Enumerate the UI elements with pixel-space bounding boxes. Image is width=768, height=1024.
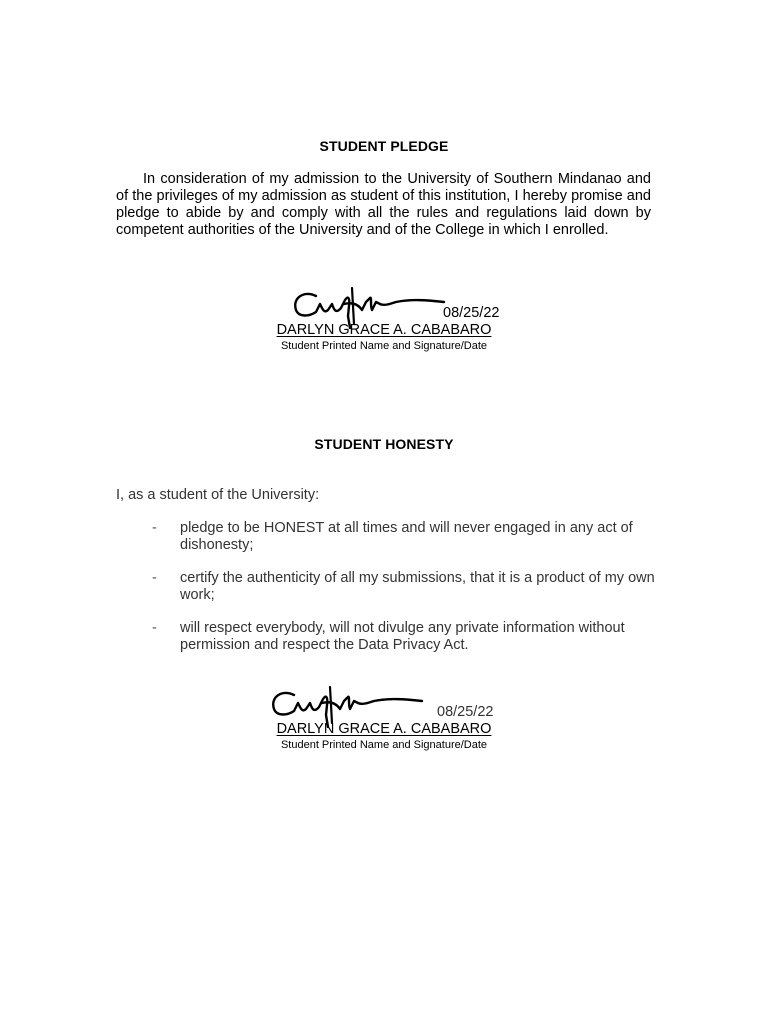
student-printed-name: DARLYN GRACE A. CABABARO (276, 721, 492, 737)
student-printed-name: DARLYN GRACE A. CABABARO (276, 322, 492, 338)
list-bullet: - (152, 520, 157, 536)
honesty-list (152, 520, 662, 670)
list-item (152, 620, 662, 654)
list-bullet: - (152, 570, 157, 586)
list-bullet: - (152, 620, 157, 636)
list-item (152, 570, 662, 604)
pledge-title: STUDENT PLEDGE (319, 138, 449, 154)
pledge-signature-block (0, 284, 768, 364)
list-item-text: will respect everybody, will not divulge any private information without permission and respect the Data Privacy Act. (180, 620, 625, 653)
honesty-signature-block (0, 683, 768, 763)
list-item-text: certify the authenticity of all my submissions, that it is a product of my own work; (180, 570, 655, 603)
signature-caption: Student Printed Name and Signature/Date (280, 340, 488, 352)
honesty-intro: I, as a student of the University: (116, 487, 320, 503)
signature-date: 08/25/22 (443, 305, 500, 321)
honesty-title: STUDENT HONESTY (314, 436, 454, 452)
list-item (152, 520, 662, 554)
list-item-text: pledge to be HONEST at all times and will never engaged in any act of dishonesty; (180, 520, 633, 553)
signature-date: 08/25/22 (437, 704, 494, 720)
pledge-body: In consideration of my admission to the University of Southern Mindanao and of the privileges of my admission as student of this institution, I hereby promise and pledge to abide by and comply with all the rules and regulations laid down by competent authorities of the University and of the College in which I enrolled. (116, 171, 651, 238)
signature-caption: Student Printed Name and Signature/Date (280, 739, 488, 751)
